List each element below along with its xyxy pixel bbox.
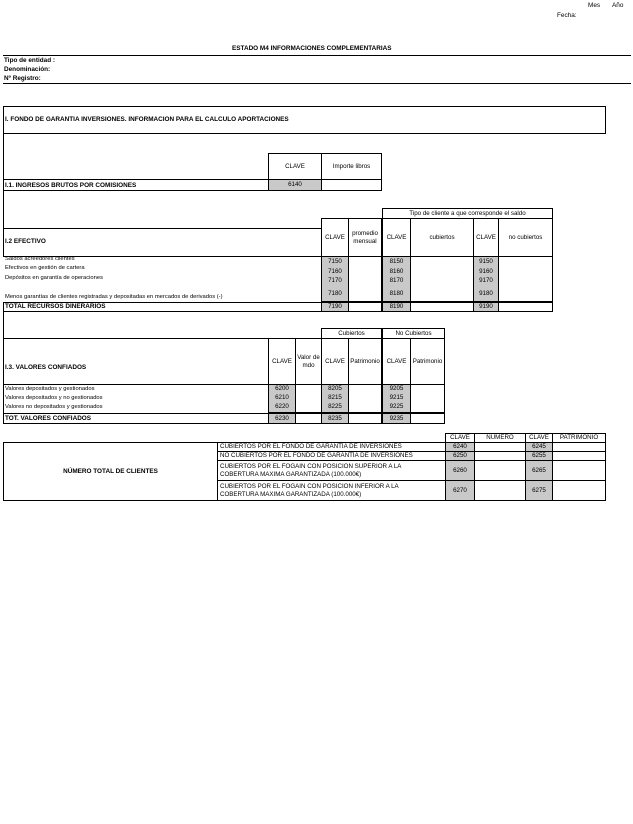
denominacion-label: Denominación:	[4, 66, 51, 73]
divider	[3, 179, 268, 180]
s12-clave-header: CLAVE	[321, 218, 349, 257]
s13-total-input[interactable]	[410, 413, 445, 424]
s13-total-input[interactable]	[295, 413, 322, 424]
s12-clave2-header: CLAVE	[382, 218, 411, 257]
s13-row-label: Valores depositados y no gestionados	[5, 395, 103, 401]
left-border	[3, 302, 4, 424]
s11-clave-header: CLAVE	[268, 153, 322, 180]
code-cell: 9150	[479, 258, 493, 265]
divider	[3, 423, 268, 424]
s12-cubiertos-input[interactable]	[410, 256, 474, 302]
s14-code: 6250	[445, 451, 475, 461]
s12-row-label: Menos garantías de clientes registradas y depositadas en mercados de derivados (-)	[5, 294, 223, 300]
s12-clave3-header: CLAVE	[473, 218, 499, 257]
s13-patrimonio-input[interactable]	[348, 384, 382, 413]
anio-label: Año	[612, 2, 624, 9]
s13-total-label: TOT. VALORES CONFIADOS	[5, 415, 92, 422]
s14-numero-input[interactable]	[474, 460, 526, 481]
code-cell: 8225	[328, 403, 342, 410]
code-cell: 6210	[275, 394, 289, 401]
s12-nocubiertos-header: no cubiertos	[498, 218, 553, 257]
s13-row-label: Valores no depositados y gestionados	[5, 404, 103, 410]
s13-clave-header: CLAVE	[268, 338, 296, 385]
s14-row-label: CUBIERTOS POR EL FONDO DE GARANTÍA DE INVERSIONES	[217, 442, 446, 452]
code-cell: 7180	[328, 289, 342, 297]
s12-row-label: Depósitos en garantía de operaciones	[5, 275, 103, 281]
divider	[3, 190, 268, 191]
s11-importe-header: Importe libros	[321, 153, 382, 180]
code-cell: 8180	[389, 289, 404, 297]
s12-total-input[interactable]	[410, 302, 474, 312]
s12-total-input[interactable]	[348, 302, 382, 312]
left-border	[3, 134, 4, 191]
code-cell: 9205	[389, 385, 404, 392]
s14-code: 6275	[525, 480, 553, 501]
s14-code: 6245	[525, 442, 553, 452]
s14-clave2-header: CLAVE	[525, 433, 553, 443]
code-cell: 8170	[389, 277, 404, 284]
s12-total-c2: 8190	[382, 302, 411, 312]
s14-numero-input[interactable]	[474, 480, 526, 501]
divider	[3, 338, 268, 339]
code-cell: 7150	[328, 258, 342, 265]
code-cell: 7160	[328, 267, 342, 275]
s13-patrimonio2-header: Patrimonio	[410, 338, 445, 385]
s12-row-label: Saldos acreedores clientes	[5, 256, 75, 262]
s12-col1-codes	[321, 256, 349, 302]
divider	[3, 83, 631, 84]
divider	[3, 311, 321, 312]
tipo-entidad-label: Tipo de entidad :	[4, 57, 56, 64]
code-cell: 6200	[275, 385, 289, 392]
s14-row-label: CUBIERTOS POR EL FOGAIN CON POSICION SUPERIOR A LA COBERTURA MAXIMA GARANTIZADA (100.000€)	[217, 460, 446, 481]
s12-col2-codes	[382, 256, 411, 302]
s13-total-c2: 8235	[321, 413, 349, 424]
s14-row-label: CUBIERTOS POR EL FOGAIN CON POSICION INFERIOR A LA COBERTURA MAXIMA GARANTIZADA (100.000€)	[217, 480, 446, 501]
page-title: ESTADO M4 INFORMACIONES COMPLEMENTARIAS	[232, 45, 392, 52]
s13-col3-codes	[382, 384, 411, 413]
s12-total-c1: 7190	[321, 302, 349, 312]
code-cell: 9160	[479, 267, 493, 275]
s13-total-c1: 6230	[268, 413, 296, 424]
s14-code: 6270	[445, 480, 475, 501]
s13-row-label: Valores depositados y gestionados	[5, 386, 95, 392]
s12-tipo-header: Tipo de cliente a que corresponde el saldo	[382, 208, 553, 219]
s14-patrimonio-input[interactable]	[552, 480, 606, 501]
s14-code: 6255	[525, 451, 553, 461]
code-cell: 8150	[389, 258, 404, 265]
s13-total-c3: 9235	[382, 413, 411, 424]
s13-nocubiertos-header: No Cubiertos	[382, 328, 445, 339]
s14-numero-header: NÚMERO	[474, 433, 526, 443]
divider	[3, 55, 631, 56]
s13-valor-input[interactable]	[295, 384, 322, 413]
code-cell: 7170	[328, 277, 342, 284]
s13-col2-codes	[321, 384, 349, 413]
s12-total-input[interactable]	[498, 302, 553, 312]
section1-title: I. FONDO DE GARANTIA INVERSIONES. INFORMACION PARA EL CALCULO APORTACIONES	[5, 116, 289, 123]
divider	[3, 228, 321, 229]
mes-label: Mes	[588, 2, 601, 9]
s13-label: I.3. VALORES CONFIADOS	[5, 364, 87, 371]
code-cell: 9170	[479, 277, 493, 284]
s11-importe-input[interactable]	[321, 179, 382, 191]
registro-label: Nº Registro:	[4, 75, 41, 82]
s12-row-label: Efectivos en gestión de cartera	[5, 265, 85, 271]
s14-row-label: NO CUBIERTOS POR EL FONDO DE GARANTÍA DE INVERSIONES	[217, 451, 446, 461]
left-border	[3, 191, 4, 257]
code-cell: 8160	[389, 267, 404, 275]
s12-total-c3: 9190	[473, 302, 499, 312]
s12-cubiertos-header: cubiertos	[410, 218, 474, 257]
s12-label: I.2 EFECTIVO	[5, 238, 46, 245]
s13-cubiertos-header: Cubiertos	[321, 328, 382, 339]
s13-col1-codes	[268, 384, 296, 413]
s14-label: NÚMERO TOTAL DE CLIENTES	[3, 442, 218, 501]
s12-promedio-input[interactable]	[348, 256, 382, 302]
code-cell: 9180	[479, 289, 493, 297]
s13-clave3-header: CLAVE	[382, 338, 411, 385]
s14-code: 6240	[445, 442, 475, 452]
divider	[3, 384, 268, 385]
code-cell: 9225	[389, 403, 404, 410]
s11-label: I.1. INGRESOS BRUTOS POR COMISIONES	[5, 182, 137, 189]
s12-promedio-header: promedio mensual	[348, 218, 382, 257]
s14-code: 6260	[445, 460, 475, 481]
code-cell: 8215	[328, 394, 342, 401]
s14-code: 6265	[525, 460, 553, 481]
s12-col3-codes	[473, 256, 499, 302]
s14-patrimonio-input[interactable]	[552, 460, 606, 481]
code-cell: 9215	[389, 394, 404, 401]
s14-patrimonio-header: PATRIMONIO	[552, 433, 606, 443]
code-cell: 8205	[328, 385, 342, 392]
s11-code: 6140	[268, 179, 322, 191]
code-cell: 6220	[275, 403, 289, 410]
s12-nocubiertos-input[interactable]	[498, 256, 553, 302]
s13-clave2-header: CLAVE	[321, 338, 349, 385]
s14-clave-header: CLAVE	[445, 433, 475, 443]
s13-patrimonio2-input[interactable]	[410, 384, 445, 413]
s13-total-input[interactable]	[348, 413, 382, 424]
s13-valor-header: Valor de mdo	[295, 338, 322, 385]
s13-patrimonio-header: Patrimonio	[348, 338, 382, 385]
s12-total-label: TOTAL RECURSOS DINERARIOS	[5, 303, 106, 310]
fecha-label: Fecha:	[557, 12, 577, 19]
